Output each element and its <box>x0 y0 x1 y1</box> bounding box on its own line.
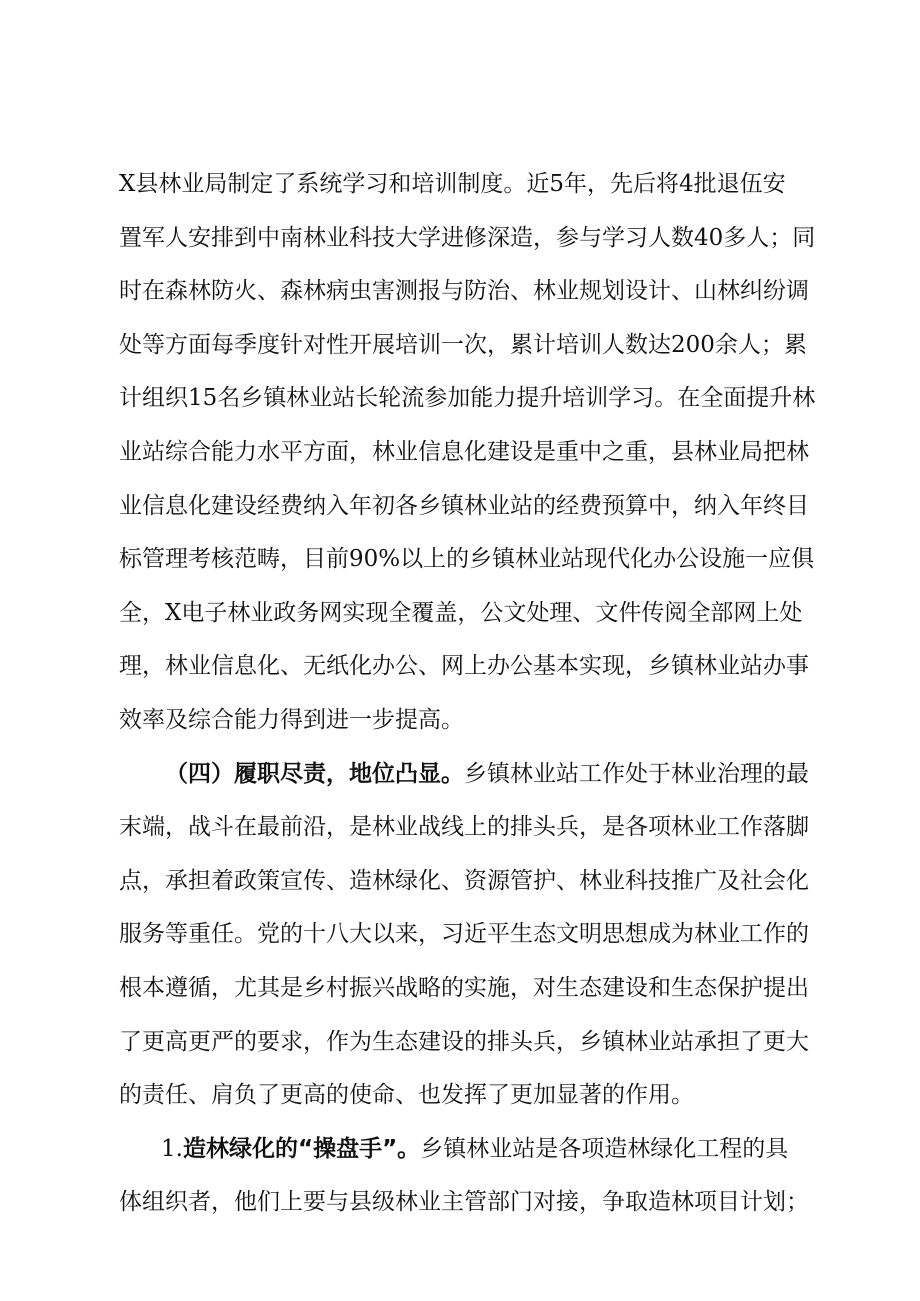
subsection-heading: 造林绿化的“操盘手”。 <box>182 1135 421 1162</box>
text-line: 理，林业信息化、无纸化办公、网上办公基本实现，乡镇林业站办事 <box>119 653 809 680</box>
text-line: 的责任、肩负了更高的使命、也发挥了更加显著的作用。 <box>119 1082 694 1109</box>
item-number: 1. <box>161 1135 183 1162</box>
text-line: 计组织15名乡镇林业站长轮流参加能力提升培训学习。在全面提升林 <box>119 385 816 412</box>
text-line: 体组织者，他们上要与县级林业主管部门对接，争取造林项目计划； <box>119 1189 809 1216</box>
text-line: X县林业局制定了系统学习和培训制度。近5年，先后将4批退伍安 <box>119 171 786 197</box>
text-line: 末端，战斗在最前沿，是林业战线上的排头兵，是各项林业工作落脚 <box>119 814 809 841</box>
document-body <box>119 158 819 1230</box>
text-line <box>119 748 819 802</box>
section-heading: （四）履职尽责，地位凸显。 <box>165 760 464 787</box>
heading-continuation: 乡镇林业站是各项造林绿化工程的具 <box>420 1135 789 1162</box>
text-line: 效率及综合能力得到进一步提高。 <box>119 706 464 733</box>
text-line: 业站综合能力水平方面，林业信息化建设是重中之重，县林业局把林 <box>119 438 809 465</box>
text-line: 标管理考核范畴，目前90%以上的乡镇林业站现代化办公设施一应俱 <box>119 546 815 573</box>
paragraph-afforestation <box>119 1123 819 1230</box>
paragraph-duties <box>119 748 819 1123</box>
text-line: 时在森林防火、森林病虫害测报与防治、林业规划设计、山林纠纷调 <box>119 278 809 305</box>
text-line: 服务等重任。党的十八大以来，习近平生态文明思想成为林业工作的 <box>119 921 809 948</box>
text-line: 业信息化建设经费纳入年初各乡镇林业站的经费预算中，纳入年终目 <box>119 492 809 519</box>
text-line: 根本遵循，尤其是乡村振兴战略的实施，对生态建设和生态保护提出 <box>119 974 809 1001</box>
heading-continuation: 乡镇林业站工作处于林业治理的最 <box>464 760 809 787</box>
text-line: 了更高更严的要求，作为生态建设的排头兵，乡镇林业站承担了更大 <box>119 1028 809 1055</box>
text-line: 全，X电子林业政务网实现全覆盖，公文处理、文件传阅全部网上处 <box>119 599 803 626</box>
text-line: 置军人安排到中南林业科技大学进修深造，参与学习人数40多人；同 <box>119 224 816 251</box>
text-line <box>119 1123 819 1177</box>
text-line: 处等方面每季度针对性开展培训一次，累计培训人数达200余人；累 <box>119 331 807 358</box>
text-line: 点，承担着政策宣传、造林绿化、资源管护、林业科技推广及社会化 <box>119 867 809 894</box>
paragraph-training <box>119 158 819 748</box>
